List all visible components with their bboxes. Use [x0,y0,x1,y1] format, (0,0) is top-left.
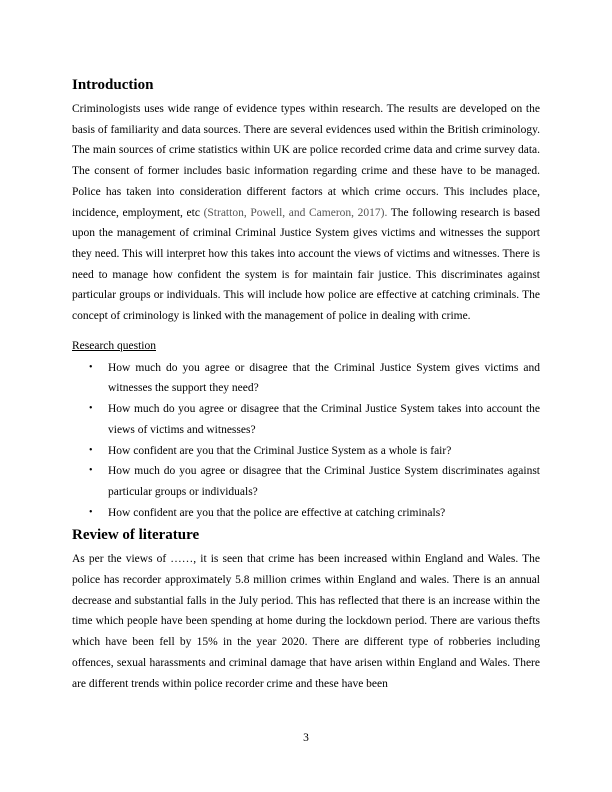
research-question-list [72,358,540,524]
research-question-label: Research question [72,339,156,352]
introduction-text-main: Criminologists uses wide range of evidence types within research. The results are developed on the basis of familiarity and data sources. There are several evidences used within the British criminology. The main sources of crime statistics within UK are police recorded crime data and crime survey data. The consent of former includes basic information regarding crime and these have to be managed. Police has taken into consideration different factors at which crime occurs. This includes place, incidence, employment, etc [72,103,540,219]
research-question-text: How much do you agree or disagree that the Criminal Justice System takes into account the views of victims and witnesses? [108,403,540,436]
introduction-text-rest: The following research is based upon the management of criminal Criminal Justice System gives victims and witnesses the support they need. This will interpret how this takes into account the views of victims and witnesses. There is need to manage how confident the system is for maintain fair justice. This discriminates against particular groups or individuals. This will include how police are effective at catching criminals. The concept of criminology is linked with the management of police in dealing with crime. [72,206,541,323]
research-question-text: How confident are you that the police are effective at catching criminals? [108,506,446,519]
research-question-item [72,399,540,440]
review-section [72,526,540,694]
research-question-text: How much do you agree or disagree that the Criminal Justice System gives victims and witnesses the support they need? [108,361,540,395]
introduction-citation: (Stratton, Powell, and Cameron, 2017). [203,206,388,219]
research-question-item [72,461,540,502]
page-content [72,76,540,694]
bullet-icon: • [89,361,93,373]
research-question-text: How confident are you that the Criminal Justice System as a whole is fair? [108,444,452,457]
introduction-heading: Introduction [72,77,154,93]
research-question-item [72,441,540,462]
page-number: 3 [303,732,309,744]
bullet-icon: • [89,465,93,477]
bullet-icon: • [89,444,93,456]
review-paragraph: As per the views of ……, it is seen that crime has been increased within England and Wales. The police has recorder approximately 5.8 million crimes within England and wales. There is an annual decrease and substantial falls in the July period. This has reflected that there is an increase within the time which people have been spending at home during the lockdown period. There are various thefts which have been fell by 15% in the year 2020. There are different type of robberies including offences, sexual harassments and criminal damage that have arisen within England and Wales. There are different trends within police recorder crime and these have been [72,553,540,690]
research-question-item [72,503,540,524]
introduction-paragraph [72,99,540,327]
bullet-icon: • [89,403,93,415]
review-heading: Review of literature [72,527,200,544]
research-question-text: How much do you agree or disagree that the Criminal Justice System discriminates against particular groups or individuals? [108,465,540,498]
bullet-icon: • [89,506,93,518]
research-question-item [72,358,540,399]
